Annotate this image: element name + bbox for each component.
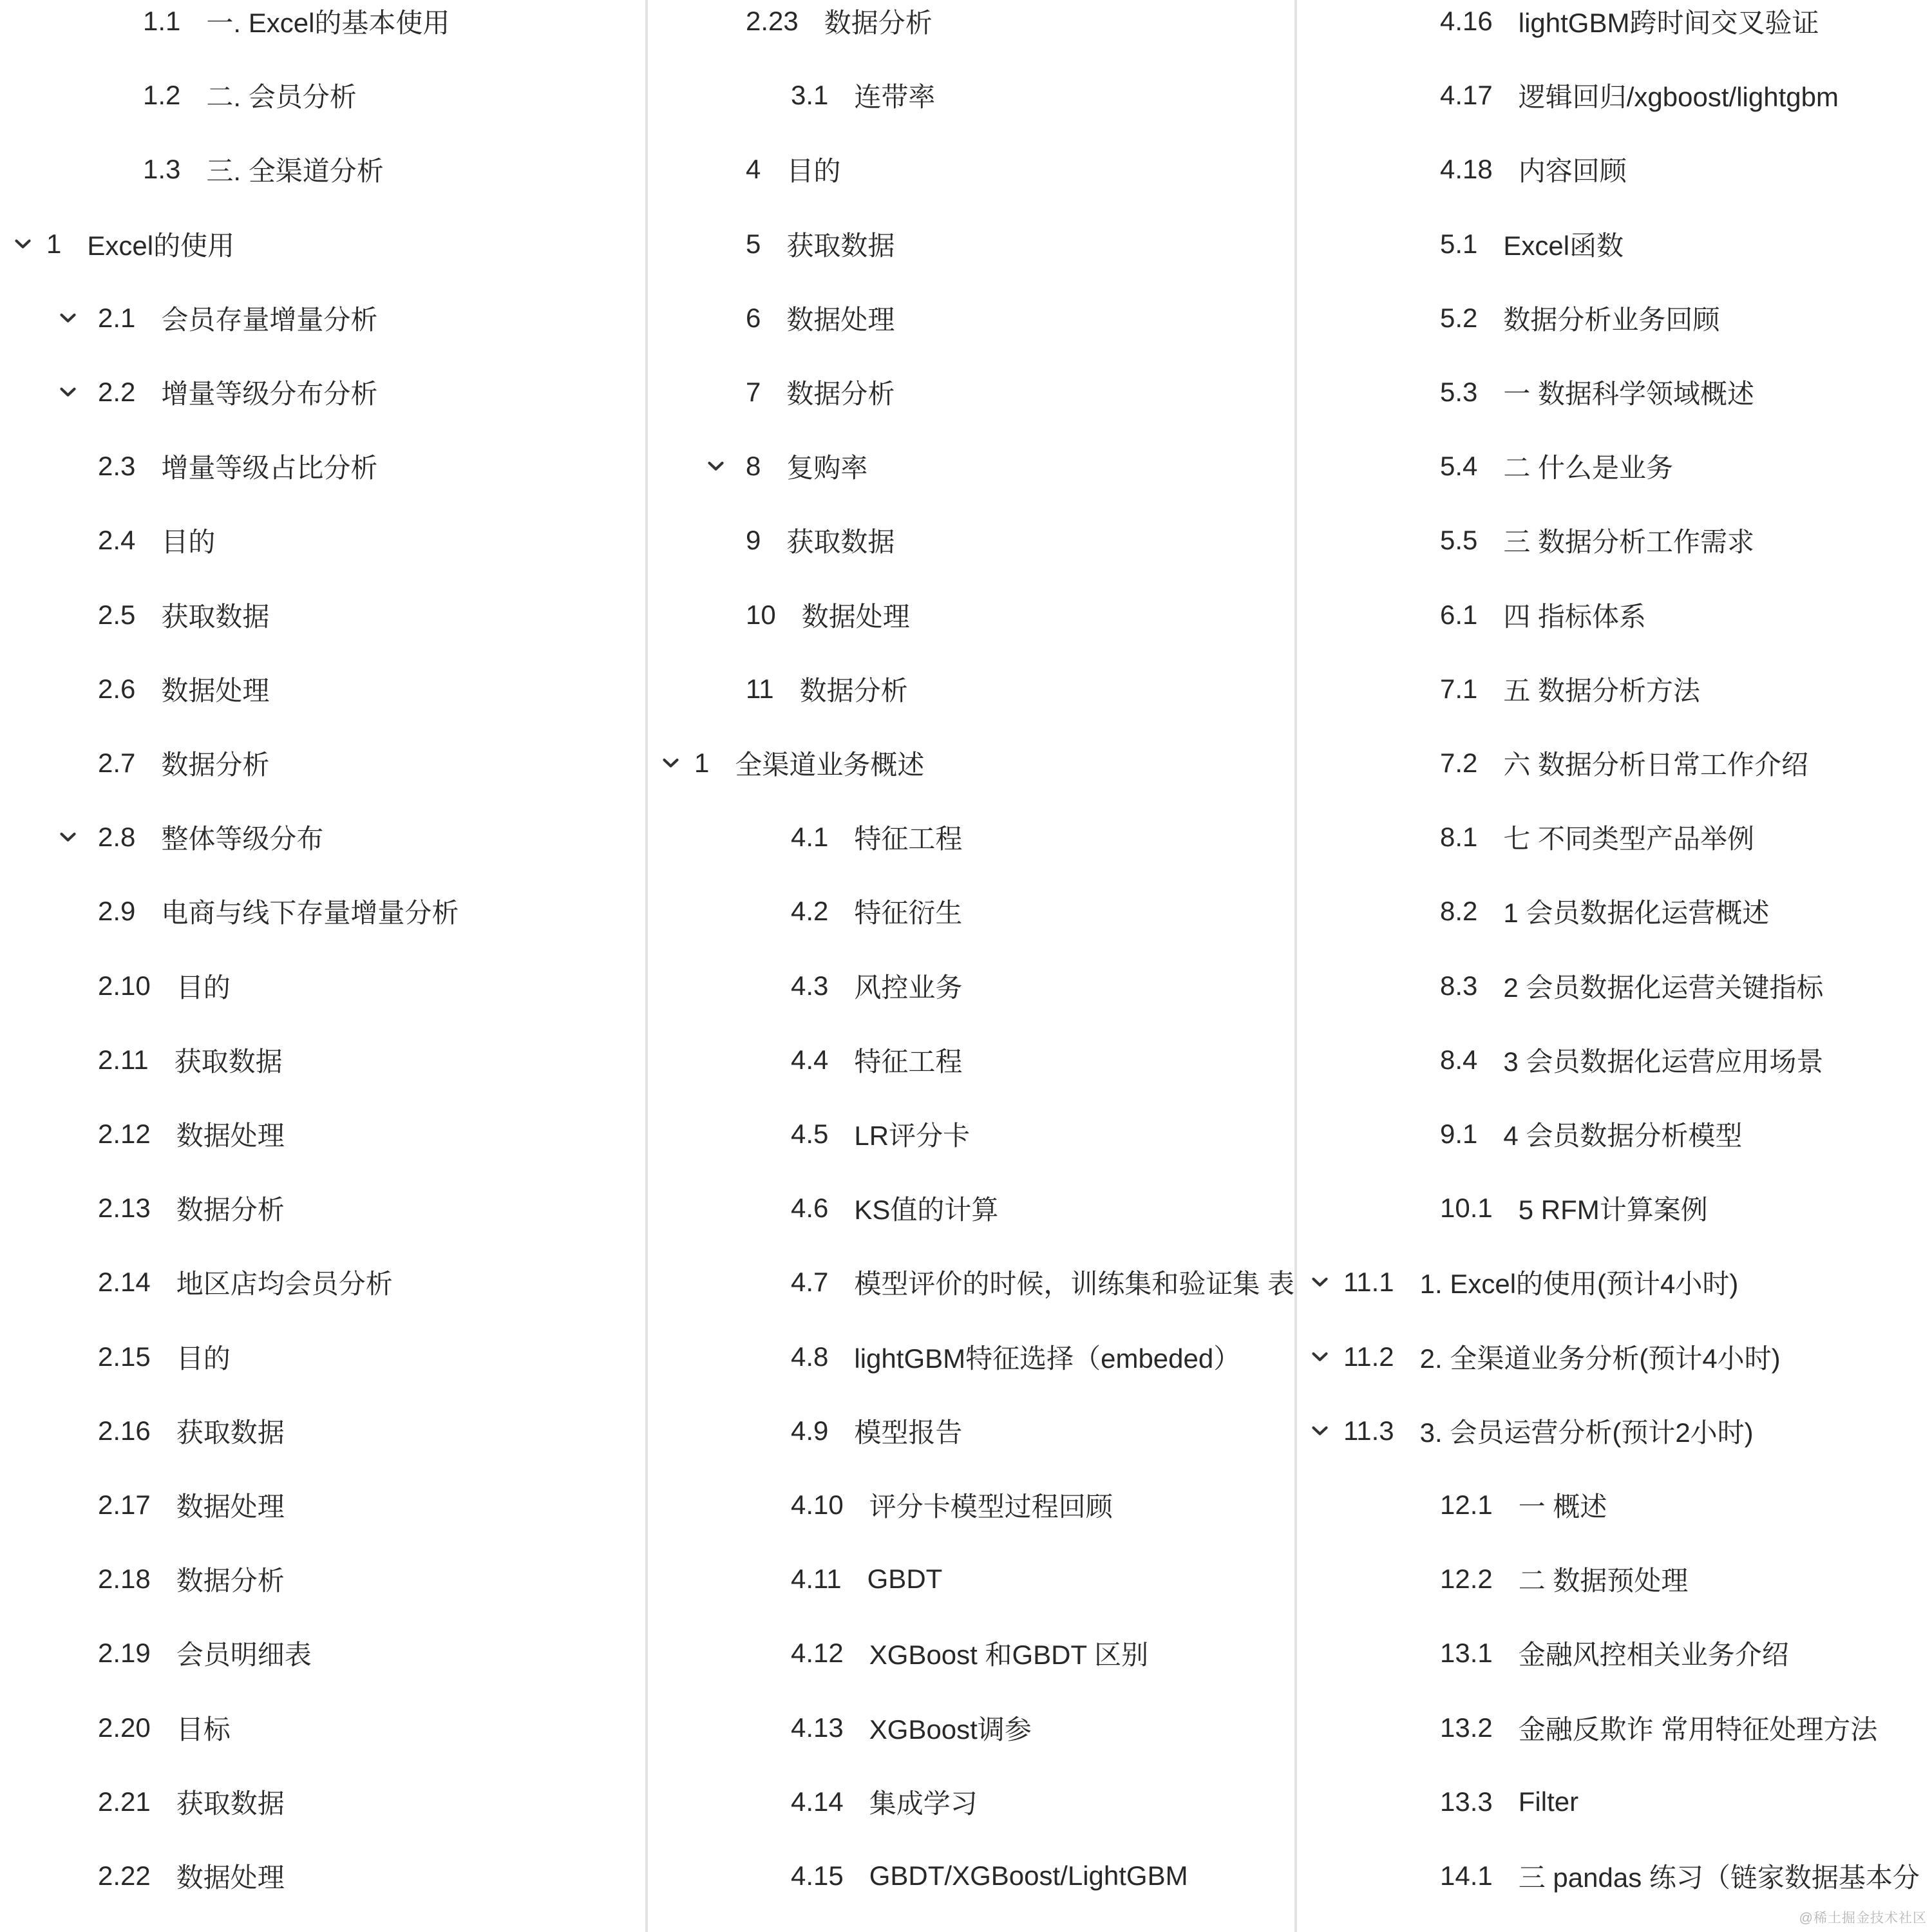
item-number: 4.5 xyxy=(791,1119,829,1149)
item-number: 2.1 xyxy=(98,302,136,333)
item-title: 特征工程 xyxy=(854,824,963,855)
item-title: 一 概述 xyxy=(1518,1492,1607,1522)
outline-item[interactable] xyxy=(0,298,645,339)
outline-item[interactable] xyxy=(0,223,645,265)
item-number: 7.2 xyxy=(1440,748,1478,778)
item-title: 5 RFM计算案例 xyxy=(1518,1195,1708,1226)
outline-item[interactable] xyxy=(1297,1633,1932,1674)
item-title: 数据分析 xyxy=(176,1195,285,1226)
outline-item[interactable] xyxy=(648,965,1294,1007)
item-number: 4.13 xyxy=(791,1712,844,1743)
item-title: lightGBM跨时间交叉验证 xyxy=(1518,8,1819,38)
item-number: 12.1 xyxy=(1440,1490,1493,1520)
item-title: 模型评价的时候，训练集和验证集 表 xyxy=(854,1269,1294,1300)
item-number: 2.17 xyxy=(98,1490,151,1520)
outline-item[interactable] xyxy=(1297,1336,1932,1378)
item-title: 金融反欺诈 常用特征处理方法 xyxy=(1518,1714,1878,1745)
item-number: 4.10 xyxy=(791,1490,844,1520)
item-number: 5.1 xyxy=(1440,228,1478,259)
item-number: 9.1 xyxy=(1440,1119,1478,1149)
outline-item[interactable] xyxy=(1297,223,1932,265)
item-title: 三 pandas 练习（链家数据基本分 xyxy=(1518,1862,1920,1893)
item-number: 7.1 xyxy=(1440,673,1478,704)
item-title: 数据分析 xyxy=(824,8,933,38)
outline-item[interactable] xyxy=(648,1,1294,42)
item-title: 获取数据 xyxy=(161,601,270,632)
item-number: 2.16 xyxy=(98,1415,151,1446)
item-number: 11.2 xyxy=(1343,1341,1394,1372)
item-number: 2.19 xyxy=(98,1638,151,1669)
chevron-down-icon[interactable] xyxy=(59,312,77,324)
item-title: 三. 全渠道分析 xyxy=(206,156,384,187)
item-number: 6 xyxy=(746,302,761,333)
item-number: 11.1 xyxy=(1343,1267,1394,1298)
outline-item[interactable] xyxy=(1297,743,1932,784)
outline-item[interactable] xyxy=(648,1855,1294,1897)
item-number: 13.3 xyxy=(1440,1786,1493,1817)
outline-item[interactable] xyxy=(0,1188,645,1229)
outline-item[interactable] xyxy=(0,743,645,784)
item-title: 逻辑回归/xgboost/lightgbm xyxy=(1518,82,1839,113)
outline-item[interactable] xyxy=(648,1262,1294,1303)
item-title: 数据分析业务回顾 xyxy=(1503,304,1720,335)
item-number: 5 xyxy=(746,228,761,259)
item-number: 2.13 xyxy=(98,1193,151,1224)
item-title: 获取数据 xyxy=(176,1417,285,1448)
outline-item[interactable] xyxy=(0,372,645,413)
item-title: 2. 全渠道业务分析(预计4小时) xyxy=(1419,1343,1781,1374)
item-number: 2.5 xyxy=(98,599,136,630)
item-number: 4 xyxy=(746,154,761,185)
item-number: 2.9 xyxy=(98,896,136,927)
item-title: 1 会员数据化运营概述 xyxy=(1503,898,1770,929)
item-title: 3. 会员运营分析(预计2小时) xyxy=(1419,1417,1754,1448)
outline-item[interactable] xyxy=(0,1558,645,1600)
item-title: 地区店均会员分析 xyxy=(176,1269,393,1300)
item-number: 2.11 xyxy=(98,1044,149,1075)
item-number: 13.2 xyxy=(1440,1712,1493,1743)
outline-item[interactable] xyxy=(648,520,1294,561)
chevron-down-icon[interactable] xyxy=(707,460,724,472)
item-number: 8.4 xyxy=(1440,1044,1478,1075)
outline-item[interactable] xyxy=(648,223,1294,265)
outline-item[interactable] xyxy=(648,1558,1294,1600)
item-title: 4 会员数据分析模型 xyxy=(1503,1121,1743,1151)
item-title: 四 指标体系 xyxy=(1503,601,1647,632)
outline-item[interactable] xyxy=(648,149,1294,190)
item-title: 数据处理 xyxy=(176,1121,285,1151)
item-title: 全渠道业务概述 xyxy=(735,750,925,780)
item-title: 特征衍生 xyxy=(854,898,963,929)
item-title: 数据分析 xyxy=(786,379,895,409)
item-number: 4.7 xyxy=(791,1267,829,1298)
item-title: 2 会员数据化运营关键指标 xyxy=(1503,972,1824,1003)
outline-item[interactable] xyxy=(0,1113,645,1155)
item-number: 4.15 xyxy=(791,1861,844,1891)
item-number: 2.3 xyxy=(98,451,136,482)
item-number: 2.10 xyxy=(98,970,151,1001)
item-title: 目的 xyxy=(786,156,841,187)
outline-item[interactable] xyxy=(0,817,645,858)
outline-item[interactable] xyxy=(648,1707,1294,1748)
outline-item[interactable] xyxy=(1297,594,1932,636)
outline-item[interactable] xyxy=(1297,372,1932,413)
item-number: 1.2 xyxy=(143,80,181,111)
outline-item[interactable] xyxy=(0,594,645,636)
outline-item[interactable] xyxy=(0,1410,645,1452)
outline-item[interactable] xyxy=(1297,1707,1932,1748)
item-number: 4.14 xyxy=(791,1786,844,1817)
item-title: Filter xyxy=(1518,1786,1579,1817)
outline-item[interactable] xyxy=(1297,1039,1932,1081)
outline-item[interactable] xyxy=(1297,1781,1932,1823)
item-title: 数据分析 xyxy=(176,1566,285,1596)
outline-item[interactable] xyxy=(648,75,1294,116)
item-number: 2.23 xyxy=(746,6,799,36)
item-title: 二. 会员分析 xyxy=(206,82,357,113)
item-number: 4.12 xyxy=(791,1638,844,1669)
item-number: 2.6 xyxy=(98,673,136,704)
item-title: 会员存量增量分析 xyxy=(161,304,378,335)
item-title: 连带率 xyxy=(854,82,936,113)
outline-item[interactable] xyxy=(648,1336,1294,1378)
item-number: 2.15 xyxy=(98,1341,151,1372)
item-title: 五 数据分析方法 xyxy=(1503,675,1701,706)
item-title: 1. Excel的使用(预计4小时) xyxy=(1419,1269,1739,1300)
item-title: 目标 xyxy=(176,1714,231,1745)
outline-item[interactable] xyxy=(1297,520,1932,561)
item-title: 数据分析 xyxy=(161,750,270,780)
item-title: 一 数据科学领域概述 xyxy=(1503,379,1755,409)
item-number: 8 xyxy=(746,451,761,482)
outline-item[interactable] xyxy=(648,1113,1294,1155)
outline-item[interactable] xyxy=(0,520,645,561)
item-number: 10.1 xyxy=(1440,1193,1493,1224)
item-number: 4.3 xyxy=(791,970,829,1001)
outline-item[interactable] xyxy=(648,1410,1294,1452)
item-number: 4.1 xyxy=(791,822,829,853)
item-title: 数据处理 xyxy=(176,1862,285,1893)
item-title: 获取数据 xyxy=(176,1788,285,1819)
outline-item[interactable] xyxy=(648,1039,1294,1081)
item-title: 三 数据分析工作需求 xyxy=(1503,527,1755,558)
item-title: XGBoost 和GBDT 区别 xyxy=(869,1640,1149,1671)
outline-item[interactable] xyxy=(0,1336,645,1378)
item-number: 2.7 xyxy=(98,748,136,778)
outline-column-3 xyxy=(1297,0,1932,1932)
outline-item[interactable] xyxy=(1297,446,1932,487)
item-title: 获取数据 xyxy=(174,1046,283,1077)
outline-item[interactable] xyxy=(1297,1188,1932,1229)
outline-item[interactable] xyxy=(0,1855,645,1897)
watermark: @稀土掘金技术社区 xyxy=(1799,1911,1927,1926)
item-number: 9 xyxy=(746,525,761,556)
chevron-down-icon[interactable] xyxy=(14,238,32,250)
item-title: 数据处理 xyxy=(786,304,895,335)
outline-item[interactable] xyxy=(648,891,1294,932)
item-number: 5.4 xyxy=(1440,451,1478,482)
item-title: 数据处理 xyxy=(176,1492,285,1522)
item-number: 2.21 xyxy=(98,1786,151,1817)
item-number: 1 xyxy=(46,228,62,259)
item-title: 二 什么是业务 xyxy=(1503,453,1674,484)
item-number: 5.3 xyxy=(1440,377,1478,407)
item-number: 11.3 xyxy=(1343,1415,1394,1446)
item-number: 4.8 xyxy=(791,1341,829,1372)
item-number: 4.2 xyxy=(791,896,829,927)
item-title: 目的 xyxy=(161,527,216,558)
item-title: 电商与线下存量增量分析 xyxy=(161,898,459,929)
outline-item[interactable] xyxy=(648,298,1294,339)
item-title: 增量等级占比分析 xyxy=(161,453,378,484)
item-number: 1.1 xyxy=(143,6,181,36)
item-title: XGBoost调参 xyxy=(869,1714,1032,1745)
outline-item[interactable] xyxy=(1297,75,1932,116)
outline-item[interactable] xyxy=(0,891,645,932)
item-number: 14.1 xyxy=(1440,1861,1493,1891)
outline-item[interactable] xyxy=(0,1262,645,1303)
item-number: 4.4 xyxy=(791,1044,829,1075)
outline-column-1 xyxy=(0,0,645,1932)
item-number: 13.1 xyxy=(1440,1638,1493,1669)
item-title: 模型报告 xyxy=(854,1417,963,1448)
outline-item[interactable] xyxy=(648,1781,1294,1823)
chevron-down-icon[interactable] xyxy=(1311,1276,1329,1288)
item-title: 二 数据预处理 xyxy=(1518,1566,1689,1596)
item-number: 5.2 xyxy=(1440,302,1478,333)
item-title: 评分卡模型过程回顾 xyxy=(869,1492,1113,1522)
outline-item[interactable] xyxy=(648,668,1294,710)
outline-item[interactable] xyxy=(1297,891,1932,932)
outline-item[interactable] xyxy=(648,446,1294,487)
item-number: 3.1 xyxy=(791,80,829,111)
item-title: 七 不同类型产品举例 xyxy=(1503,824,1755,855)
outline-item[interactable] xyxy=(648,1633,1294,1674)
item-title: GBDT/XGBoost/LightGBM xyxy=(869,1861,1188,1891)
item-number: 2.12 xyxy=(98,1119,151,1149)
item-number: 2.22 xyxy=(98,1861,151,1891)
item-title: 数据分析 xyxy=(799,675,908,706)
outline-item[interactable] xyxy=(0,668,645,710)
outline-item[interactable] xyxy=(648,372,1294,413)
item-title: 复购率 xyxy=(786,453,868,484)
outline-item[interactable] xyxy=(1297,1113,1932,1155)
outline-item[interactable] xyxy=(1297,1,1932,42)
outline-item[interactable] xyxy=(0,1781,645,1823)
outline-item[interactable] xyxy=(1297,1410,1932,1452)
item-title: 整体等级分布 xyxy=(161,824,324,855)
item-number: 6.1 xyxy=(1440,599,1478,630)
outline-item[interactable] xyxy=(1297,668,1932,710)
item-title: 获取数据 xyxy=(786,527,895,558)
item-title: 数据处理 xyxy=(161,675,270,706)
item-number: 2.18 xyxy=(98,1564,151,1595)
outline-item[interactable] xyxy=(0,965,645,1007)
item-title: 3 会员数据化运营应用场景 xyxy=(1503,1046,1824,1077)
item-title: KS值的计算 xyxy=(854,1195,999,1226)
item-number: 2.2 xyxy=(98,377,136,407)
item-title: 风控业务 xyxy=(854,972,963,1003)
item-number: 4.9 xyxy=(791,1415,829,1446)
item-title: 获取数据 xyxy=(786,230,895,261)
outline-item[interactable] xyxy=(1297,965,1932,1007)
item-title: 金融风控相关业务介绍 xyxy=(1518,1640,1789,1671)
outline-item[interactable] xyxy=(648,817,1294,858)
item-number: 4.16 xyxy=(1440,6,1493,36)
item-number: 12.2 xyxy=(1440,1564,1493,1595)
chevron-down-icon[interactable] xyxy=(59,831,77,843)
outline-item[interactable] xyxy=(1297,1855,1932,1897)
item-number: 8.2 xyxy=(1440,896,1478,927)
outline-item[interactable] xyxy=(1297,149,1932,190)
outline-item[interactable] xyxy=(0,75,645,116)
item-title: 数据处理 xyxy=(801,601,910,632)
item-title: 集成学习 xyxy=(869,1788,978,1819)
item-title: 目的 xyxy=(176,1343,231,1374)
outline-item[interactable] xyxy=(1297,1262,1932,1303)
item-number: 8.3 xyxy=(1440,970,1478,1001)
item-title: Excel的使用 xyxy=(87,230,235,261)
item-title: 六 数据分析日常工作介绍 xyxy=(1503,750,1809,780)
item-number: 7 xyxy=(746,377,761,407)
outline-item[interactable] xyxy=(0,1707,645,1748)
item-number: 1 xyxy=(694,748,710,778)
item-number: 4.18 xyxy=(1440,154,1493,185)
item-number: 4.11 xyxy=(791,1564,842,1595)
item-number: 8.1 xyxy=(1440,822,1478,853)
outline-item[interactable] xyxy=(1297,1558,1932,1600)
outline-item[interactable] xyxy=(648,594,1294,636)
chevron-down-icon[interactable] xyxy=(1311,1351,1329,1363)
item-number: 2.4 xyxy=(98,525,136,556)
item-number: 4.17 xyxy=(1440,80,1493,111)
item-title: 会员明细表 xyxy=(176,1640,312,1671)
item-title: 一. Excel的基本使用 xyxy=(206,8,450,38)
outline-item[interactable] xyxy=(0,1633,645,1674)
outline-item[interactable] xyxy=(0,1,645,42)
item-number: 5.5 xyxy=(1440,525,1478,556)
outline-item[interactable] xyxy=(648,1484,1294,1526)
item-number: 4.6 xyxy=(791,1193,829,1224)
outline-column-2 xyxy=(648,0,1294,1932)
item-title: GBDT xyxy=(867,1564,943,1595)
item-title: Excel函数 xyxy=(1503,230,1624,261)
outline-item[interactable] xyxy=(0,446,645,487)
outline-item[interactable] xyxy=(1297,298,1932,339)
item-number: 1.3 xyxy=(143,154,181,185)
outline-item[interactable] xyxy=(0,1484,645,1526)
chevron-down-icon[interactable] xyxy=(1311,1425,1329,1437)
item-title: lightGBM特征选择（embeded） xyxy=(854,1343,1241,1374)
outline-item[interactable] xyxy=(648,1188,1294,1229)
item-number: 11 xyxy=(746,673,774,704)
item-number: 2.20 xyxy=(98,1712,151,1743)
outline-item[interactable] xyxy=(1297,817,1932,858)
chevron-down-icon[interactable] xyxy=(59,386,77,398)
outline-item[interactable] xyxy=(1297,1484,1932,1526)
outline-item[interactable] xyxy=(0,149,645,190)
item-title: 目的 xyxy=(176,972,231,1003)
outline-item[interactable] xyxy=(0,1039,645,1081)
item-title: 特征工程 xyxy=(854,1046,963,1077)
item-number: 2.14 xyxy=(98,1267,151,1298)
item-number: 2.8 xyxy=(98,822,136,853)
item-title: 增量等级分布分析 xyxy=(161,379,378,409)
outline-item[interactable] xyxy=(648,743,1294,784)
item-number: 10 xyxy=(746,599,776,630)
item-title: 内容回顾 xyxy=(1518,156,1627,187)
item-title: LR评分卡 xyxy=(854,1121,971,1151)
chevron-down-icon[interactable] xyxy=(662,757,679,769)
